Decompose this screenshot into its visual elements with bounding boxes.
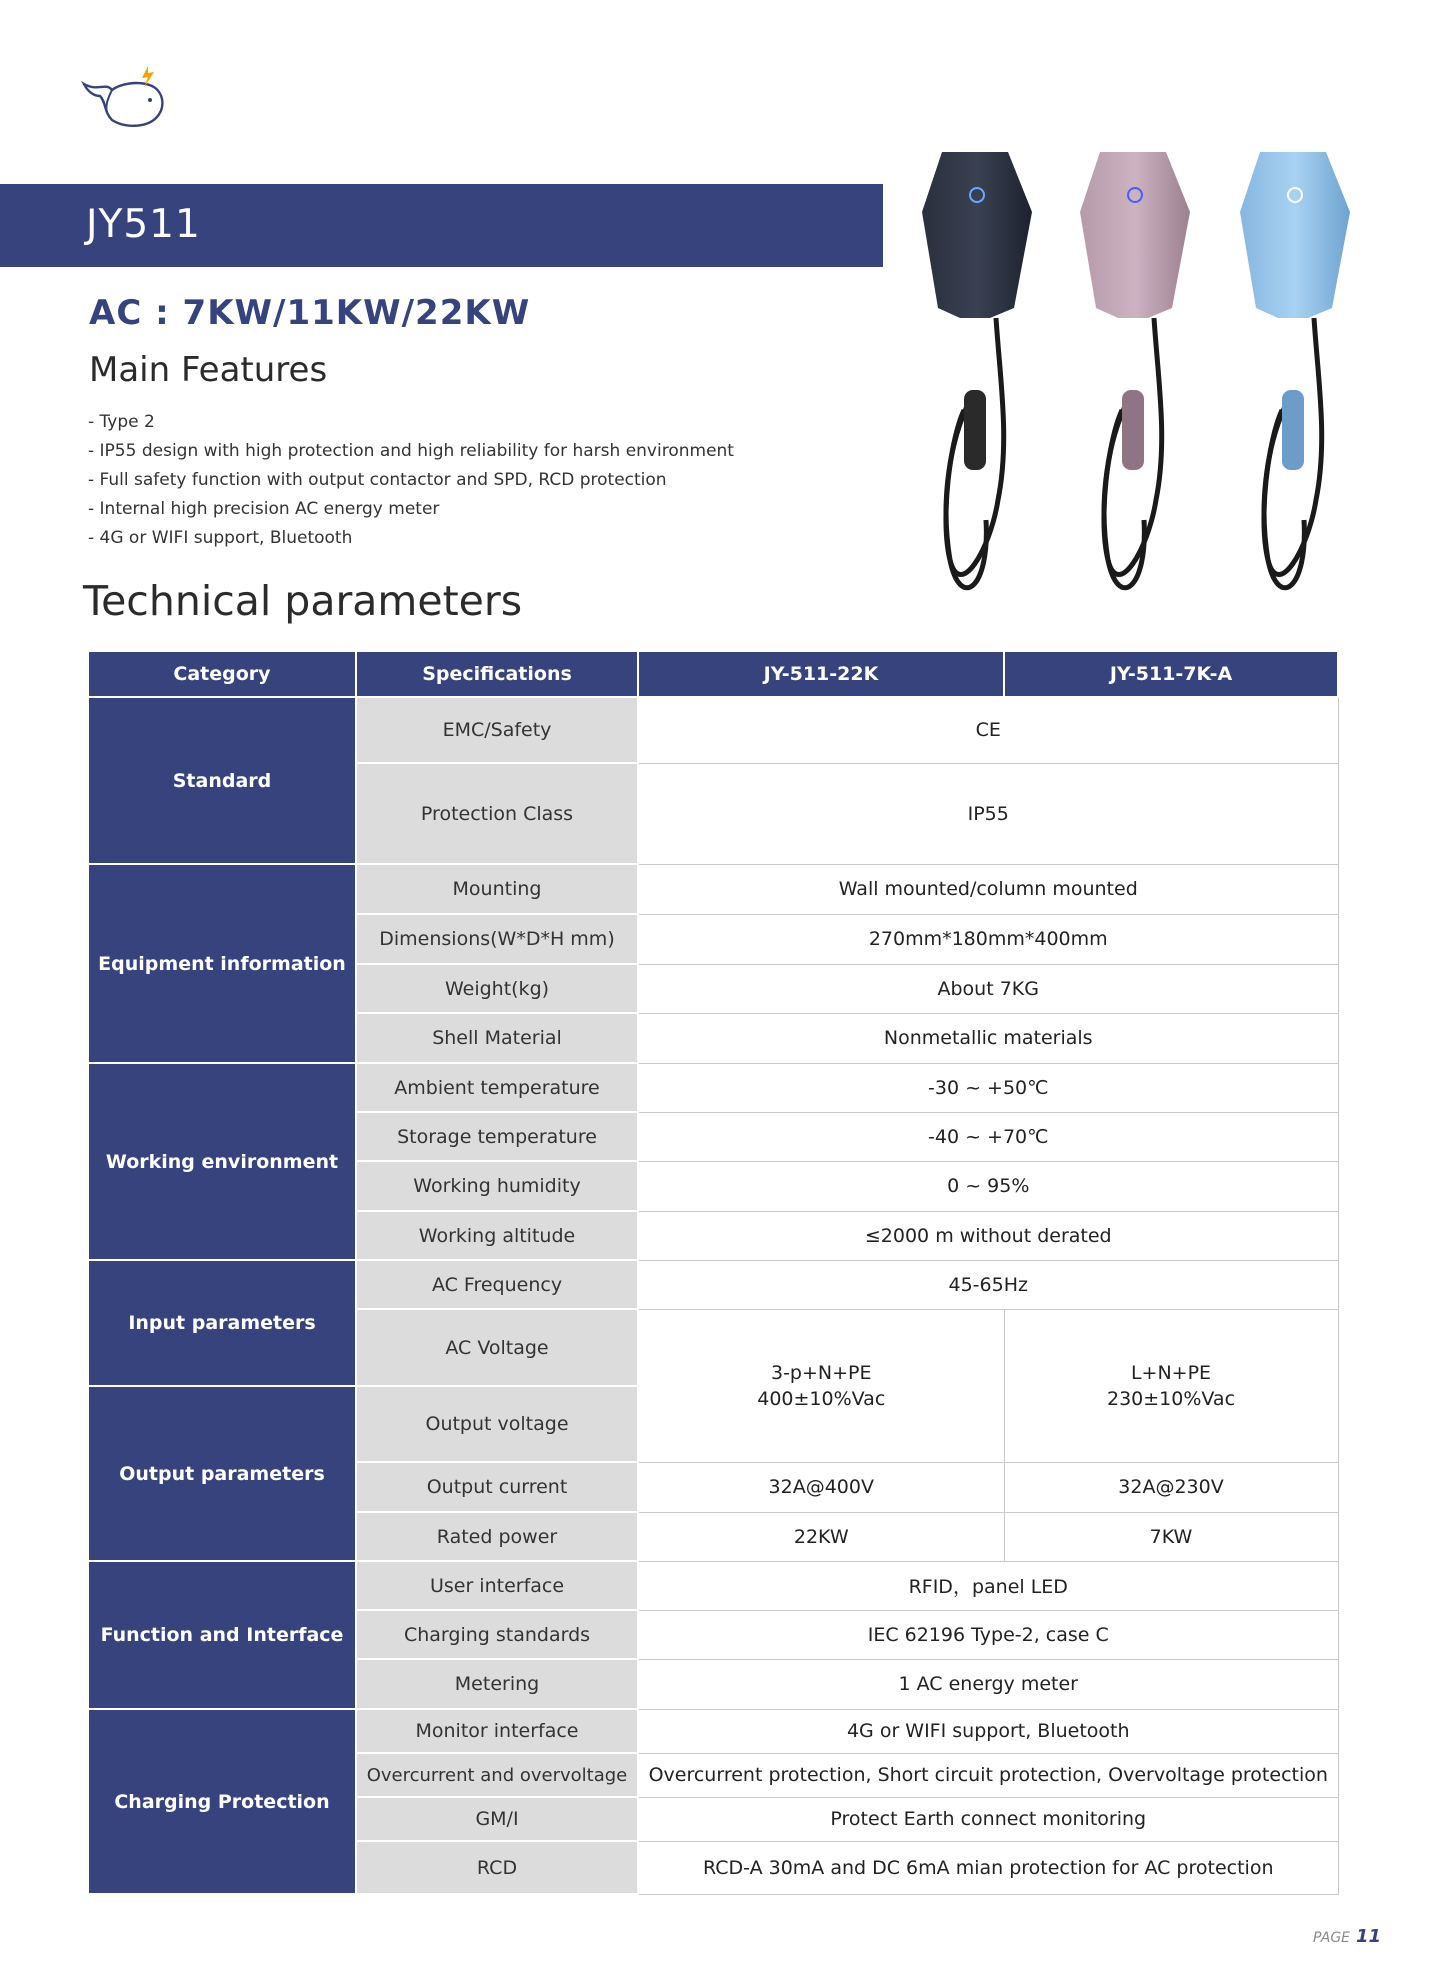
charger-pink (1080, 152, 1190, 588)
spec-label: Output current (356, 1462, 638, 1512)
header-jy-511-7k-a: JY-511-7K-A (1004, 651, 1338, 697)
spec-label: User interface (356, 1561, 638, 1610)
spec-label: AC Voltage (356, 1309, 638, 1386)
spec-value: 1 AC energy meter (638, 1659, 1338, 1709)
table-row (88, 864, 1338, 914)
table-row (88, 1260, 1338, 1309)
spec-label: Output voltage (356, 1386, 638, 1462)
category-standard: Standard (88, 697, 356, 864)
voltage-value-22k (638, 1309, 1004, 1462)
spec-value: 32A@400V (638, 1462, 1004, 1512)
spec-label: Charging standards (356, 1610, 638, 1659)
table-row (88, 1063, 1338, 1112)
table-row (88, 1709, 1338, 1753)
spec-label: EMC/Safety (356, 697, 638, 763)
spec-value: Overcurrent protection, Short circuit protection, Overvoltage protection (638, 1753, 1338, 1797)
spec-value: 230±10%Vac (1106, 1387, 1236, 1410)
spec-label: Rated power (356, 1512, 638, 1561)
spec-label: Ambient temperature (356, 1063, 638, 1112)
spec-label: Weight(kg) (356, 964, 638, 1013)
spec-label: Protection Class (356, 763, 638, 864)
spec-value: 400±10%Vac (757, 1387, 886, 1410)
features-list (88, 408, 734, 553)
spec-label: Overcurrent and overvoltage (356, 1753, 638, 1797)
category-environment: Working environment (88, 1063, 356, 1260)
spec-value: 270mm*180mm*400mm (638, 914, 1338, 964)
page-number-value: 11 (1356, 1926, 1382, 1947)
spec-value: About 7KG (638, 964, 1338, 1013)
spec-value: IEC 62196 Type-2, case C (638, 1610, 1338, 1659)
category-input: Input parameters (88, 1260, 356, 1386)
spec-label: Monitor interface (356, 1709, 638, 1753)
category-equipment: Equipment information (88, 864, 356, 1063)
spec-label: Storage temperature (356, 1112, 638, 1161)
model-title: JY511 (86, 202, 201, 247)
spec-value: Wall mounted/column mounted (638, 864, 1338, 914)
spec-value: IP55 (638, 763, 1338, 864)
spec-label: Working humidity (356, 1161, 638, 1211)
spec-value: -30 ~ +50℃ (638, 1063, 1338, 1112)
spec-label: Working altitude (356, 1211, 638, 1260)
feature-item: - Full safety function with output contactor and SPD, RCD protection (88, 470, 667, 490)
spec-value: 45-65Hz (638, 1260, 1338, 1309)
category-output: Output parameters (88, 1386, 356, 1561)
spec-value: CE (638, 697, 1338, 763)
technical-parameters-title: Technical parameters (83, 577, 523, 625)
spec-value: 32A@230V (1004, 1462, 1338, 1512)
table-header-row (88, 651, 1338, 697)
table-row (88, 1561, 1338, 1610)
table-row (88, 697, 1338, 763)
category-protection: Charging Protection (88, 1709, 356, 1894)
charger-dark (922, 152, 1032, 588)
power-subtitle: AC : 7KW/11KW/22KW (89, 293, 531, 333)
voltage-value-7k (1004, 1309, 1338, 1462)
spec-value: ≤2000 m without derated (638, 1211, 1338, 1260)
header-jy-511-22k: JY-511-22K (638, 651, 1004, 697)
spec-value: Protect Earth connect monitoring (638, 1797, 1338, 1841)
features-title: Main Features (89, 350, 328, 390)
spec-label: AC Frequency (356, 1260, 638, 1309)
spec-value: -40 ~ +70℃ (638, 1112, 1338, 1161)
page-label: PAGE (1313, 1930, 1351, 1946)
spec-value: 0 ~ 95% (638, 1161, 1338, 1211)
feature-item: - 4G or WIFI support, Bluetooth (88, 528, 353, 548)
charger-blue (1240, 152, 1350, 588)
spec-value: 3-p+N+PE (770, 1361, 872, 1384)
spec-label: Metering (356, 1659, 638, 1709)
spec-value: RFID，panel LED (638, 1561, 1338, 1610)
feature-item: - Type 2 (88, 412, 155, 432)
spec-value: 7KW (1004, 1512, 1338, 1561)
spec-value: 22KW (638, 1512, 1004, 1561)
feature-item: - Internal high precision AC energy meter (88, 499, 440, 519)
spec-label: Dimensions(W*D*H mm) (356, 914, 638, 964)
page-number (1313, 1926, 1381, 1947)
category-function: Function and Interface (88, 1561, 356, 1709)
model-banner (0, 184, 883, 267)
spec-label: Shell Material (356, 1013, 638, 1063)
spec-table (87, 650, 1339, 1895)
charger-product-image (920, 140, 1370, 620)
spec-label: RCD (356, 1841, 638, 1894)
spec-value: RCD-A 30mA and DC 6mA mian protection for AC protection (638, 1841, 1338, 1894)
header-specifications: Specifications (356, 651, 638, 697)
spec-value: 4G or WIFI support, Bluetooth (638, 1709, 1338, 1753)
header-category: Category (88, 651, 356, 697)
spec-value: L+N+PE (1130, 1361, 1212, 1384)
spec-label: Mounting (356, 864, 638, 914)
spec-label: GM/I (356, 1797, 638, 1841)
spec-value: Nonmetallic materials (638, 1013, 1338, 1063)
whale-logo-icon (80, 62, 172, 142)
feature-item: - IP55 design with high protection and high reliability for harsh environment (88, 441, 734, 461)
